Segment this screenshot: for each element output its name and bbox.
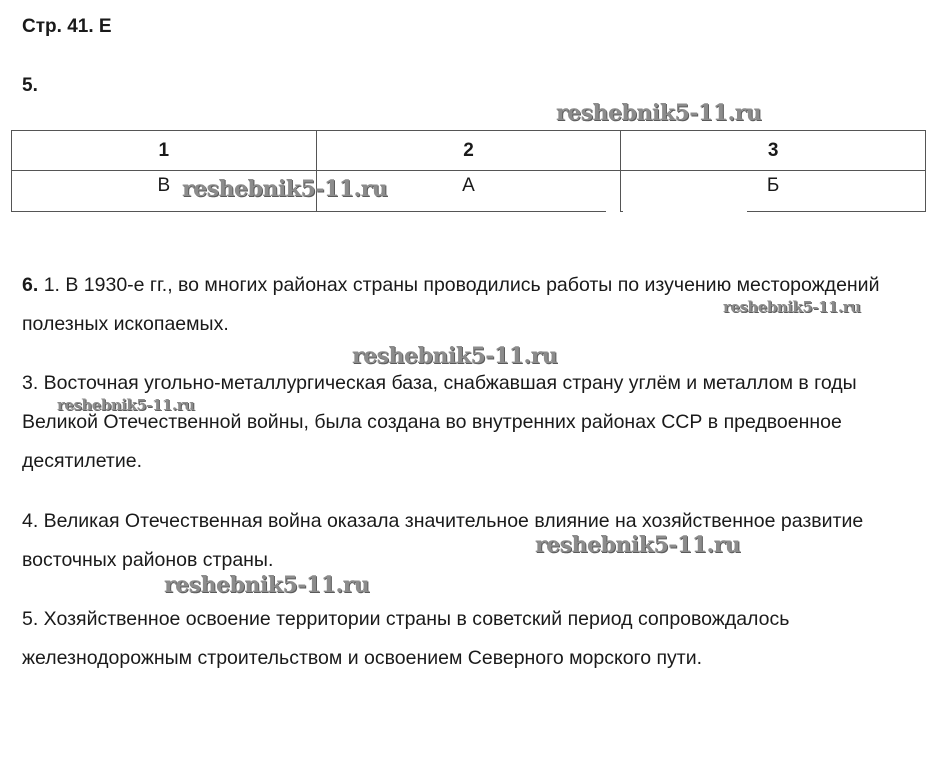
answer-table — [11, 130, 926, 212]
task-6-number: 6. — [22, 274, 39, 296]
watermark: reshebnik5-11.ru — [57, 396, 195, 414]
answer-text: 4. Великая Отечественная война оказала значительное влияние на хозяйственное развитие восточных районов страны. — [22, 510, 864, 571]
table-row — [12, 171, 926, 212]
answer-text: 5. Хозяйственное освоение территории страны в советский период сопровождалось железнодорожным строительством и освоением Северного морского пути. — [22, 608, 790, 669]
task-6-item-4 — [22, 502, 927, 580]
task-6-item-3 — [22, 364, 927, 481]
watermark: reshebnik5-11.ru — [352, 343, 558, 369]
table-cell: А — [316, 171, 621, 212]
task-6-item-1 — [22, 266, 927, 344]
watermark: reshebnik5-11.ru — [556, 100, 762, 126]
answer-text: 1. В 1930-е гг., во многих районах страны проводились работы по изучению месторождений полезных ископаемых. — [22, 274, 880, 335]
task-6-item-5 — [22, 600, 927, 678]
watermark: reshebnik5-11.ru — [164, 572, 370, 598]
table-header-cell: 3 — [621, 131, 926, 171]
table-border-gap — [623, 196, 747, 216]
task-5-number: 5. — [22, 75, 38, 96]
table-header-row — [12, 131, 926, 171]
table-header-cell: 2 — [316, 131, 621, 171]
watermark: reshebnik5-11.ru — [182, 176, 388, 202]
table-header-cell: 1 — [12, 131, 317, 171]
answer-text: 3. Восточная угольно-металлургическая база, снабжавшая страну углём и металлом в годы Великой Отечественной войны, была создана во внутренних районах ССР в предвоенное десятилетие. — [22, 372, 857, 472]
table-cell: В — [12, 171, 317, 212]
page-heading: Стр. 41. Е — [22, 16, 112, 37]
table-cell: Б — [621, 171, 926, 212]
watermark: reshebnik5-11.ru — [723, 298, 861, 316]
table-border-gap — [606, 196, 620, 216]
watermark: reshebnik5-11.ru — [535, 532, 741, 558]
